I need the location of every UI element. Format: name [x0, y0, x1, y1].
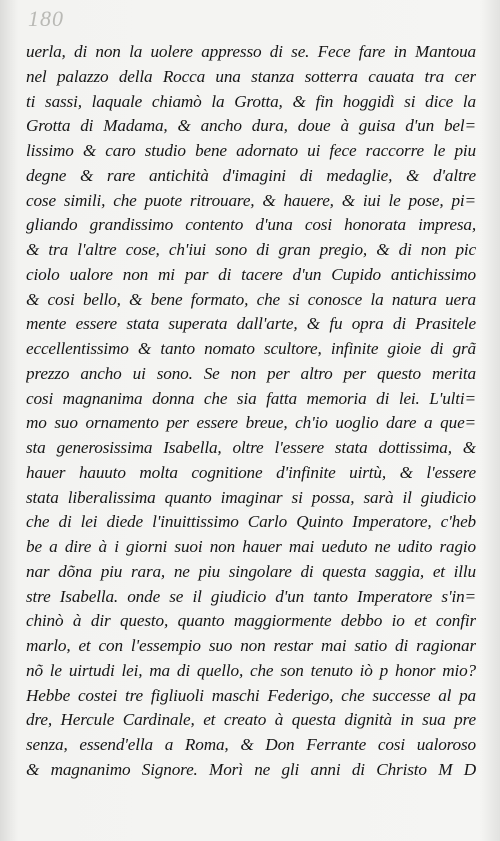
- text-line: be a dire à i giorni suoi non hauer mai ueduto ne udito ragio: [26, 537, 476, 556]
- text-line: nel palazzo della Rocca una stanza sotterra cauata tra cer: [26, 66, 476, 86]
- text-line: ti sassi, laquale chiamò la Grotta, & fin hoggidì si dice la: [26, 91, 476, 111]
- text-line: sta generosissima Isabella, oltre l'essere stata dottissima, &: [26, 438, 476, 457]
- text-line: gliando grandissimo contento d'una cosi honorata impresa,: [26, 215, 476, 235]
- text-line: stre Isabella. onde se il giudicio d'un tanto Imperatore s'in=: [26, 586, 476, 606]
- text-line: senza, essend'ella a Roma, & Don Ferrante cosi ualoroso: [26, 735, 476, 754]
- text-line: lissimo & caro studio bene adornato ui fece raccorre le piu: [26, 141, 476, 160]
- text-line: dre, Hercule Cardinale, et creato à questa dignità in sua pre: [26, 710, 476, 730]
- text-line: Hebbe costei tre figliuoli maschi Federigo, che successe al pa: [26, 685, 476, 705]
- text-line: eccellentissimo & tanto nomato scultore, infinite gioie di grã: [26, 339, 476, 358]
- text-line: marlo, et con l'essempio suo non restar mai satio di ragionar: [26, 636, 476, 655]
- body-text: [26, 40, 476, 783]
- text-line: mo suo ornamento per essere breue, ch'io uoglio dare a que=: [26, 413, 476, 433]
- text-line: ciolo ualore non mi par di tacere d'un Cupido antichissimo: [26, 264, 476, 284]
- text-line: Grotta di Madama, & ancho dura, doue à guisa d'un bel=: [26, 116, 476, 136]
- text-line: nõ le uirtudi lei, ma di quello, che son tenuto iò p honor mio?: [26, 660, 476, 680]
- text-line: nar dõna piu rara, ne piu singolare di questa saggia, et illu: [26, 561, 476, 581]
- page-number: 180: [28, 6, 64, 31]
- text-line: mente essere stata superata dall'arte, & fu opra di Prasitele: [26, 314, 476, 334]
- text-line: hauer hauuto molta cognitione d'infinite uirtù, & l'essere: [26, 462, 476, 482]
- text-line: chinò à dir questo, quanto maggiormente debbo io et confir: [26, 611, 476, 631]
- text-line: uerla, di non la uolere appresso di se. Fece fare in Mantoua: [26, 42, 476, 61]
- text-line: che di lei diede l'inuittissimo Carlo Quinto Imperatore, c'heb: [26, 512, 476, 532]
- text-line: & magnanimo Signore. Morì ne gli anni di Christo M D: [26, 759, 476, 779]
- text-line: cosi magnanima donna che sia fatta memoria di lei. L'ulti=: [26, 388, 476, 408]
- text-line: degne & rare antichità d'imagini di medaglie, & d'altre: [26, 165, 476, 185]
- text-line: & cosi bello, & bene formato, che si conosce la natura uera: [26, 289, 476, 309]
- text-line: cose simili, che puote ritrouare, & hauere, & iui le pose, pi=: [26, 190, 476, 210]
- text-line: stata liberalissima quanto imaginar si possa, sarà il giudicio: [26, 487, 476, 507]
- text-line: prezzo ancho ui sono. Se non per altro per questo merita: [26, 363, 476, 383]
- text-line: & tra l'altre cose, ch'iui sono di gran pregio, & di non pic: [26, 240, 476, 259]
